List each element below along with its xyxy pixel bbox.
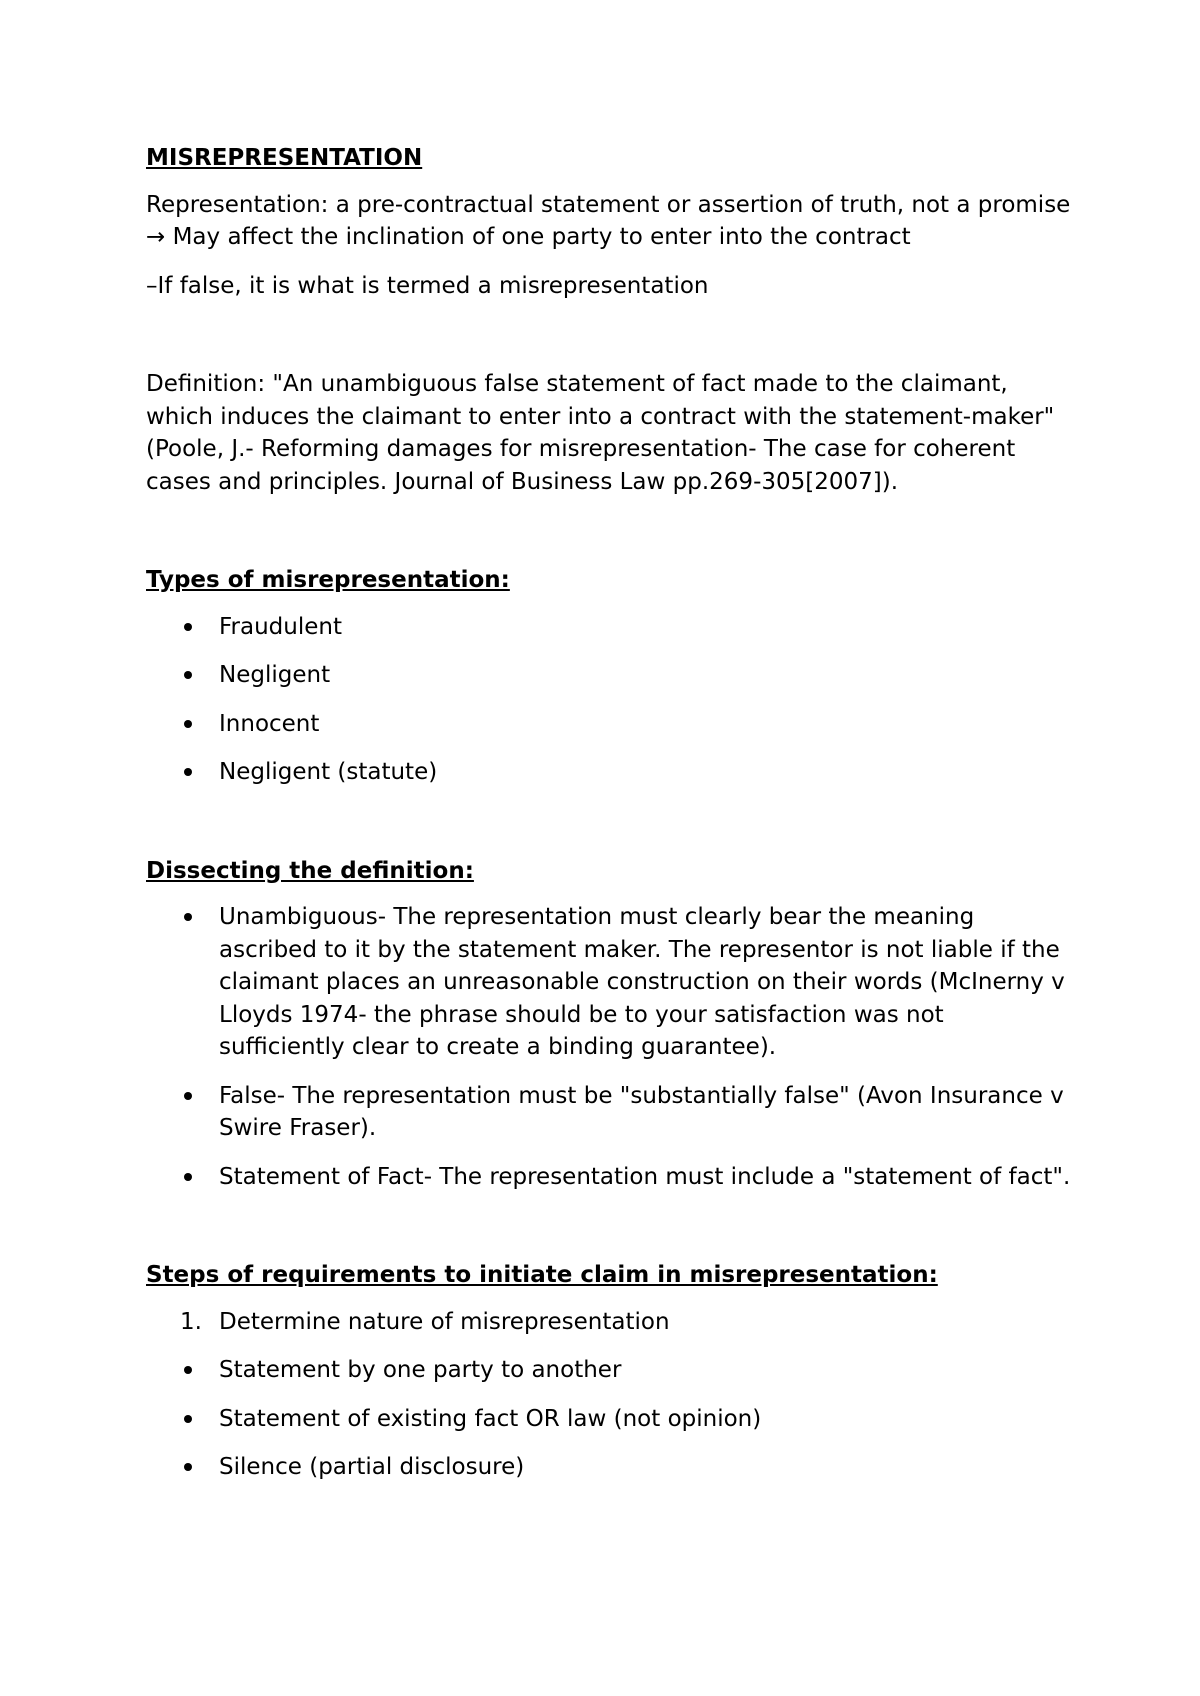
bullet-icon <box>184 720 192 728</box>
bullet-icon <box>184 1415 192 1423</box>
list-item <box>146 1080 1076 1145</box>
types-heading: Types of misrepresentation: <box>146 567 510 593</box>
bullet-icon <box>184 1173 192 1181</box>
numbered-item <box>146 1306 1076 1339</box>
steps-heading: Steps of requirements to initiate claim in misrepresentation: <box>146 1262 938 1288</box>
list-item-text: Statement by one party to another <box>219 1357 622 1383</box>
list-item-text: Unambiguous- The representation must clearly bear the meaning ascribed to it by the statement maker. The representor is not liable if the claimant places an unreasonable construction on their words (McInerny v Lloyds 1974- the phrase should be to your satisfaction was not sufficiently clear to create a binding guarantee). <box>219 904 1065 1060</box>
list-item <box>146 611 1076 644</box>
spacer <box>146 514 1076 564</box>
document-page <box>146 142 1076 1500</box>
list-item-text: Fraudulent <box>219 613 342 640</box>
bullet-icon <box>184 1092 192 1100</box>
list-item <box>146 1161 1076 1194</box>
dissecting-list <box>146 901 1076 1193</box>
bullet-icon <box>184 1463 192 1471</box>
bullet-icon <box>184 913 192 921</box>
list-item <box>146 1403 1076 1436</box>
bullet-icon <box>184 623 192 631</box>
list-item-text: Statement of existing fact OR law (not opinion) <box>219 1405 762 1432</box>
list-item-text: Negligent (statute) <box>219 759 438 785</box>
list-item <box>146 1354 1076 1387</box>
list-item <box>146 708 1076 741</box>
types-list <box>146 611 1076 789</box>
spacer <box>146 1209 1076 1259</box>
definition-paragraph: Definition: "An unambiguous false statement of fact made to the claimant, which induces the claimant to enter into a contract with the statement-maker" (Poole, J.- Reforming damages for misrepresentation- The case for coherent cases and principles. Journal of Business Law pp.269-305[2007]). <box>146 371 1055 495</box>
steps-bullets <box>146 1354 1076 1484</box>
spacer <box>146 318 1076 368</box>
list-item <box>146 901 1076 1064</box>
document-title: MISREPRESENTATION <box>146 145 423 171</box>
bullet-icon <box>184 671 192 679</box>
list-item-text: Statement of Fact- The representation must include a "statement of fact". <box>219 1163 1071 1190</box>
bullet-icon <box>184 1366 192 1374</box>
list-item-text: False- The representation must be "substantially false" (Avon Insurance v Swire Fraser). <box>219 1082 1064 1141</box>
if-false-paragraph: –If false, it is what is termed a misrepresentation <box>146 272 709 299</box>
list-item-text: Silence (partial disclosure) <box>219 1454 525 1480</box>
list-item-text: Negligent <box>219 662 331 688</box>
representation-paragraph: Representation: a pre-contractual statement or assertion of truth, not a promise → May affect the inclination of one party to enter into the contract <box>146 191 1071 250</box>
list-item <box>146 659 1076 692</box>
steps-list <box>146 1306 1076 1339</box>
list-item-text: Innocent <box>219 710 320 737</box>
spacer <box>146 805 1076 855</box>
list-item-text: Determine nature of misrepresentation <box>219 1308 670 1335</box>
list-item <box>146 1451 1076 1484</box>
dissecting-heading: Dissecting the definition: <box>146 857 474 884</box>
list-item <box>146 756 1076 789</box>
item-number: 1. <box>180 1308 202 1335</box>
bullet-icon <box>184 768 192 776</box>
